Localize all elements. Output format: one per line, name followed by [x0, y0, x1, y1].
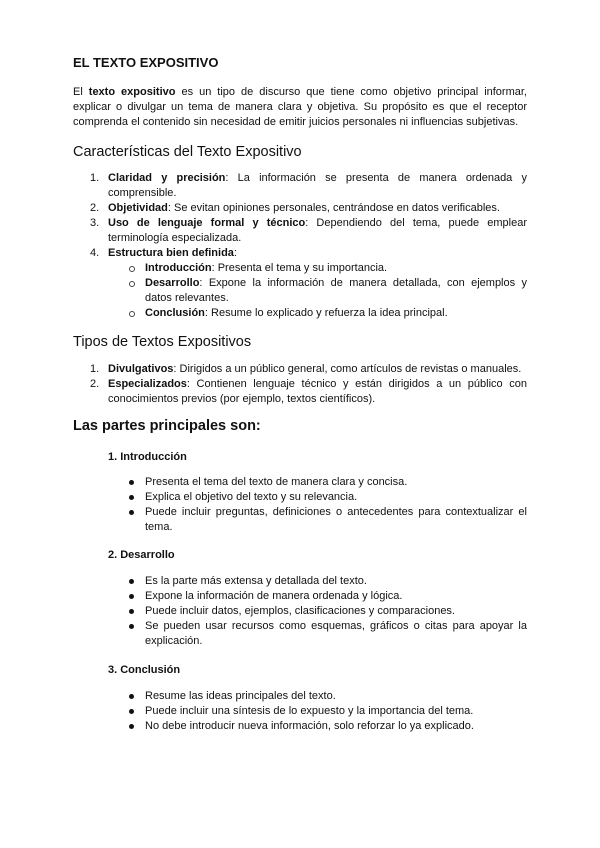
bullet-text: Resume las ideas principales del texto. — [145, 690, 336, 702]
bullet-icon — [129, 495, 134, 500]
characteristics-heading: Características del Texto Expositivo — [73, 144, 302, 160]
list-item — [73, 362, 527, 377]
section-title-desarrollo: 2. Desarrollo — [108, 549, 175, 561]
circle-bullet-icon — [129, 281, 135, 287]
characteristics-list-wrap — [73, 171, 527, 321]
description: : Dirigidos a un público general, como artículos de revistas o manuales. — [173, 363, 522, 375]
list-number: 1. — [90, 172, 100, 184]
parts-heading: Las partes principales son: — [73, 418, 261, 434]
description: : La información se presenta de manera ordenada y comprensible. — [108, 172, 527, 199]
term: Divulgativos — [108, 363, 174, 375]
bullet-icon — [129, 624, 134, 629]
intro-text: es un tipo de discurso que tiene como objetivo principal informar, explicar o divulgar un tema de manera clara y objetiva. Su propósito es que el receptor comprenda el contenido sin necesidad de emitir juicios personales ni influencias subjetivas. — [73, 86, 527, 128]
term: Desarrollo — [145, 277, 200, 289]
bullet-icon — [129, 709, 134, 714]
types-list-wrap — [73, 362, 527, 407]
circle-bullet-icon — [129, 266, 135, 272]
bullet-icon — [129, 694, 134, 699]
list-item — [73, 604, 527, 619]
characteristics-list — [73, 171, 527, 261]
list-item — [73, 475, 527, 490]
sublist-item — [73, 261, 527, 276]
bullet-icon — [129, 724, 134, 729]
description: : Resume lo explicado y refuerza la idea principal. — [204, 307, 448, 319]
description: : Presenta el tema y su importancia. — [211, 262, 388, 274]
bullet-icon — [129, 480, 134, 485]
bullet-icon — [129, 510, 134, 515]
introduccion-bullets — [73, 475, 527, 535]
description: : Dependiendo del tema, puede emplear terminología especializada. — [108, 217, 527, 244]
bullet-text: Puede incluir datos, ejemplos, clasificaciones y comparaciones. — [145, 605, 455, 617]
section-title-introduccion: 1. Introducción — [108, 451, 187, 463]
list-item — [73, 689, 527, 704]
list-item — [73, 216, 527, 246]
term: Objetividad — [108, 202, 168, 214]
intro-text: El — [73, 86, 89, 98]
structure-sublist — [73, 261, 527, 321]
list-item — [73, 246, 527, 261]
list-item — [73, 201, 527, 216]
bullet-text: Es la parte más extensa y detallada del texto. — [145, 575, 367, 587]
bullet-icon — [129, 579, 134, 584]
term: Uso de lenguaje formal y técnico — [108, 217, 306, 229]
types-list — [73, 362, 527, 407]
bullet-text: Explica el objetivo del texto y su relevancia. — [145, 491, 358, 503]
bullet-text: Se pueden usar recursos como esquemas, gráficos o citas para apoyar la explicación. — [145, 620, 527, 647]
list-number: 3. — [90, 217, 100, 229]
section-title-conclusion: 3. Conclusión — [108, 664, 181, 676]
list-item — [73, 505, 527, 535]
description: : Se evitan opiniones personales, centrándose en datos verificables. — [167, 202, 500, 214]
list-item — [73, 704, 527, 719]
term: Introducción — [145, 262, 212, 274]
sublist-item — [73, 276, 527, 306]
list-number: 1. — [90, 363, 100, 375]
bullet-icon — [129, 609, 134, 614]
desarrollo-bullets — [73, 574, 527, 649]
bullet-text: No debe introducir nueva información, solo reforzar lo ya explicado. — [145, 720, 474, 732]
circle-bullet-icon — [129, 311, 135, 317]
list-item — [73, 574, 527, 589]
bullet-text: Puede incluir preguntas, definiciones o antecedentes para contextualizar el tema. — [145, 506, 527, 533]
list-number: 2. — [90, 378, 100, 390]
term: Especializados — [108, 378, 187, 390]
description: : Contienen lenguaje técnico y están dirigidos a un público con conocimientos previos (por ejemplo, textos científicos). — [108, 378, 527, 405]
conclusion-bullets — [73, 689, 527, 734]
bullet-text: Puede incluir una síntesis de lo expuesto y la importancia del tema. — [145, 705, 474, 717]
intro-paragraph — [73, 85, 527, 130]
bullet-icon — [129, 594, 134, 599]
description: : — [233, 247, 237, 259]
types-heading: Tipos de Textos Expositivos — [73, 334, 252, 350]
list-item — [73, 490, 527, 505]
list-item — [73, 589, 527, 604]
bullet-text: Presenta el tema del texto de manera clara y concisa. — [145, 476, 408, 488]
list-item — [73, 619, 527, 649]
term: Estructura bien definida — [108, 247, 234, 259]
list-item — [73, 719, 527, 734]
sublist-item — [73, 306, 527, 321]
intro-bold-term: texto expositivo — [88, 86, 176, 98]
list-number: 4. — [90, 247, 100, 259]
term: Claridad y precisión — [108, 172, 226, 184]
list-item — [73, 377, 527, 407]
description: : Expone la información de manera detallada, con ejemplos y datos relevantes. — [145, 277, 527, 304]
term: Conclusión — [145, 307, 205, 319]
list-item — [73, 171, 527, 201]
document-title: EL TEXTO EXPOSITIVO — [73, 55, 219, 70]
list-number: 2. — [90, 202, 100, 214]
bullet-text: Expone la información de manera ordenada y lógica. — [145, 590, 403, 602]
